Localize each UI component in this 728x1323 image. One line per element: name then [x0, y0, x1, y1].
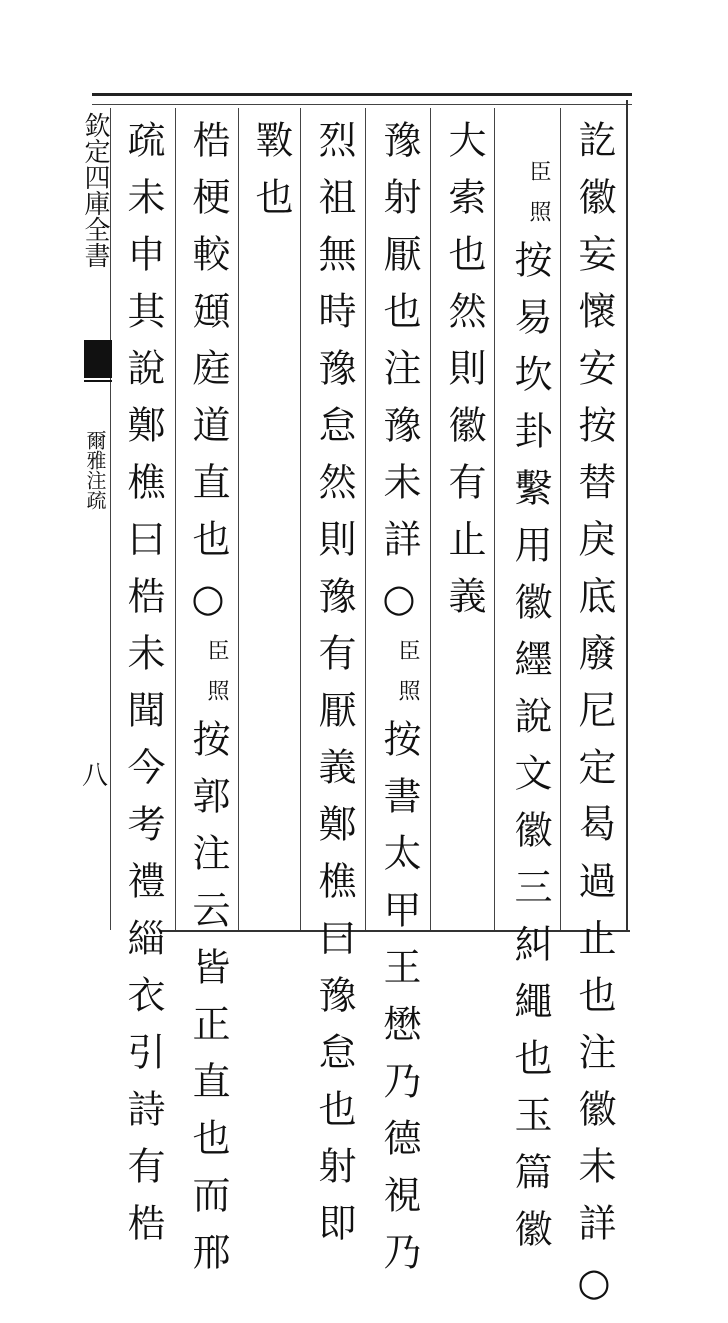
column-divider: [300, 108, 301, 930]
text-column-5: [306, 120, 362, 1260]
column-main-text: 豫射厭也注豫未詳○: [377, 120, 421, 639]
column-divider: [175, 108, 176, 930]
column-note-text: 臣照: [395, 639, 420, 719]
column-divider: [110, 108, 111, 930]
column-divider: [238, 108, 239, 930]
column-divider: [560, 108, 561, 930]
column-note-text: 臣照: [204, 639, 229, 719]
text-column-1: [566, 120, 622, 1323]
margin-book-title: [82, 112, 108, 268]
margin-section-title: [82, 430, 108, 510]
text-column-2: [502, 160, 558, 1266]
text-column-6: [243, 120, 299, 234]
margin-page-number: 八: [82, 761, 109, 791]
text-column-7: [180, 120, 236, 1289]
text-column-3: [436, 120, 492, 633]
column-main-text: 斁也: [249, 120, 293, 234]
column-divider: [430, 108, 431, 930]
column-note-text: 臣照: [526, 160, 551, 240]
column-main-text: 大索也然則徽有止義: [442, 120, 486, 633]
margin-section-title-text: 爾雅注疏: [83, 430, 107, 510]
column-main-text: 訖徽妄懷安按替戾底廢尼定曷過止也注徽未詳○: [572, 120, 616, 1323]
column-after-text: 按書太甲王懋乃德視乃: [377, 719, 421, 1289]
column-divider: [494, 108, 495, 930]
column-main-text: 梏梗較頲庭道直也○: [186, 120, 230, 639]
text-column-4: [371, 120, 427, 1289]
column-after-text: 按郭注云皆正直也而邢: [186, 719, 230, 1289]
text-column-8: [115, 120, 171, 1260]
fish-tail-line: [84, 380, 112, 382]
right-frame-line: [626, 100, 628, 930]
column-after-text: 按易坎卦繫用徽纆說文徽三糾繩也玉篇徽: [508, 240, 552, 1266]
top-border-rule: [92, 93, 632, 105]
column-main-text: 疏未申其說鄭樵曰梏未聞今考禮緇衣引詩有梏: [121, 120, 165, 1260]
column-main-text: 烈祖無時豫怠然則豫有厭義鄭樵曰豫怠也射即: [312, 120, 356, 1260]
margin-book-title-text: 欽定四庫全書: [80, 112, 110, 268]
fish-tail-mark: [84, 340, 112, 378]
column-divider: [365, 108, 366, 930]
